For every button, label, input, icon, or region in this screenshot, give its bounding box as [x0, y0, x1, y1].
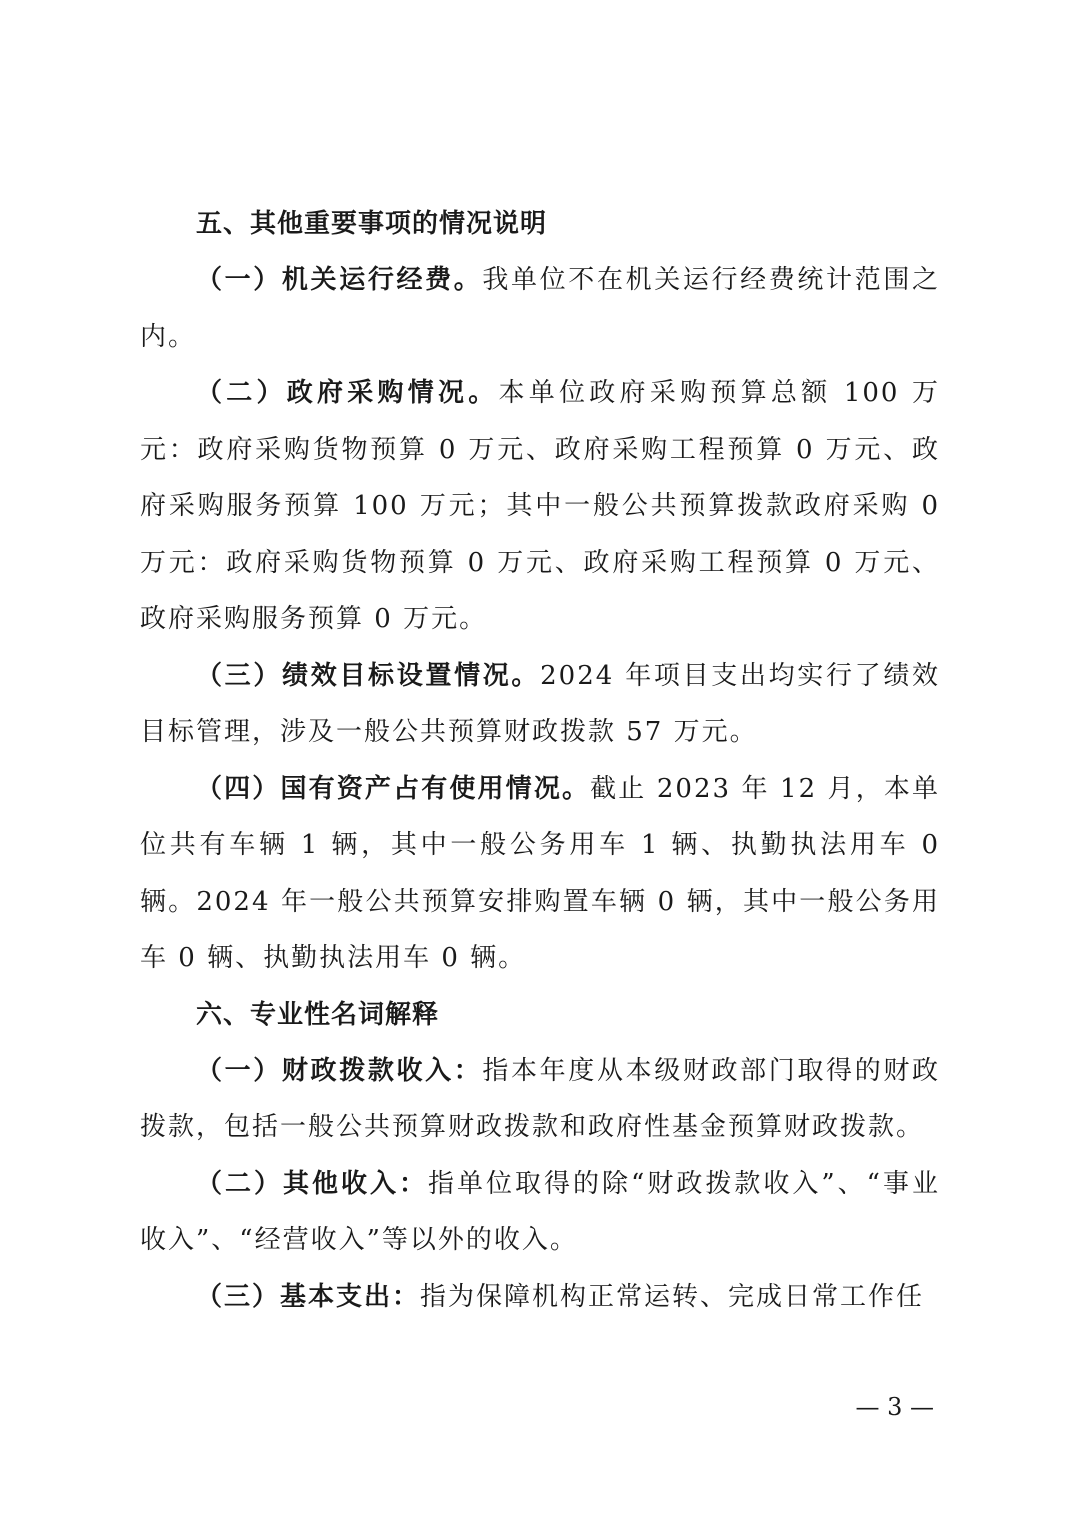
paragraph-text: 我单位不在机关运行经费统计范围之内。 — [140, 265, 940, 352]
paragraph-text: 指本年度从本级财政部门取得的财政拨款，包括一般公共预算财政拨款和政府性基金预算财政拨款。 — [140, 1055, 940, 1142]
paragraph-basic-expenditure — [140, 1269, 940, 1326]
section-heading-5: 五、其他重要事项的情况说明 — [196, 209, 548, 239]
paragraph-lead: （四）国有资产占有使用情况。 — [196, 773, 591, 804]
paragraph-lead: （一）机关运行经费。 — [196, 265, 483, 295]
paragraph-text: 本单位政府采购预算总额 100 万元：政府采购货物预算 0 万元、政府采购工程预算 0 万元、政府采购服务预算 100 万元；其中一般公共预算拨款政府采购 0 万元：政府采购货物预算 0 万元、政府采购工程预算 0 万元、政府采购服务预算 0 万元。 — [140, 378, 940, 634]
paragraph-admin-operating-funds — [140, 252, 940, 365]
page-number: — 3 — — [855, 1393, 934, 1421]
paragraph-performance-targets — [140, 648, 940, 761]
section-heading-6: 六、专业性名词解释 — [196, 999, 440, 1030]
paragraph-lead: （二）政府采购情况。 — [196, 378, 499, 408]
paragraph-text: 指为保障机构正常运转、完成日常工作任 — [420, 1281, 925, 1312]
paragraph-lead: （三）绩效目标设置情况。 — [196, 660, 541, 691]
paragraph-lead: （三）基本支出： — [196, 1281, 421, 1312]
paragraph-text: 截止 2023 年 12 月，本单位共有车辆 1 辆，其中一般公务用车 1 辆、执勤执法用车 0 辆。2024 年一般公共预算安排购置车辆 0 辆，其中一般公务用车 0 辆、执勤执法用车 0 辆。 — [140, 773, 940, 973]
document-page — [140, 196, 940, 1325]
paragraph-lead: （一）财政拨款收入： — [196, 1055, 483, 1086]
paragraph-text: 指单位取得的除“财政拨款收入”、“事业收入”、“经营收入”等以外的收入。 — [140, 1168, 940, 1255]
paragraph-text: 2024 年项目支出均实行了绩效目标管理，涉及一般公共预算财政拨款 57 万元。 — [140, 660, 940, 747]
paragraph-lead: （二）其他收入： — [196, 1168, 429, 1199]
paragraph-state-assets — [140, 761, 940, 987]
paragraph-government-procurement — [140, 365, 940, 648]
paragraph-other-income — [140, 1156, 940, 1269]
paragraph-fiscal-appropriation-income — [140, 1043, 940, 1156]
